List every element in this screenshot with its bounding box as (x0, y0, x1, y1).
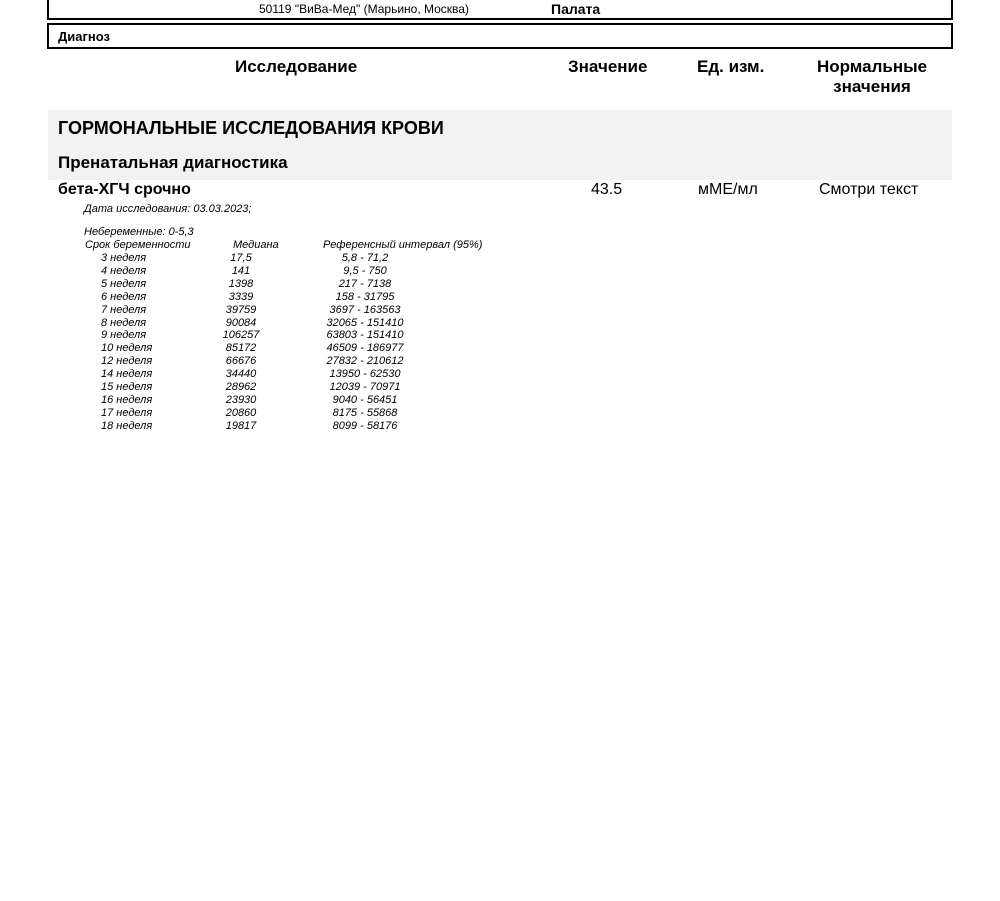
reference-table-header (0, 239, 500, 252)
table-row (0, 394, 500, 407)
column-header-unit: Ед. изм. (697, 57, 765, 76)
ref-term: 5 неделя (101, 277, 147, 290)
ref-interval: 13950 - 62530 (329, 368, 401, 381)
ref-median: 3339 (228, 290, 254, 303)
non-pregnant-reference: Небеременные: 0-5,3 (84, 226, 194, 238)
section-band (48, 110, 952, 180)
ref-median: 34440 (225, 368, 257, 381)
result-value: 43.5 (591, 181, 623, 198)
ref-header-term: Срок беременности (85, 239, 191, 251)
ref-term: 15 неделя (101, 381, 153, 393)
ref-interval: 9,5 - 750 (343, 264, 387, 277)
ref-interval: 158 - 31795 (335, 290, 395, 303)
column-header-value: Значение (568, 57, 648, 76)
ref-term: 7 неделя (101, 303, 147, 316)
ref-term: 8 неделя (101, 316, 147, 329)
ref-term: 16 неделя (101, 393, 153, 406)
ref-interval: 27832 - 210612 (326, 355, 404, 368)
table-row (0, 317, 500, 330)
ref-term: 9 неделя (101, 329, 147, 342)
table-row (0, 278, 500, 291)
ref-term: 12 неделя (101, 355, 153, 368)
ref-median: 1398 (228, 277, 254, 290)
table-row (0, 355, 500, 368)
ref-median: 23930 (225, 393, 257, 406)
ref-median: 85172 (225, 342, 257, 355)
ref-median: 90084 (225, 316, 257, 329)
ref-median: 39759 (225, 303, 257, 316)
section-title: ГОРМОНАЛЬНЫЕ ИССЛЕДОВАНИЯ КРОВИ (58, 118, 444, 138)
ref-interval: 217 - 7138 (338, 277, 392, 290)
ref-median: 17,5 (230, 252, 252, 264)
ref-interval: 5,8 - 71,2 (341, 252, 389, 264)
table-row (0, 420, 500, 433)
ref-median: 106257 (222, 329, 260, 342)
ref-header-median: Медиана (233, 239, 279, 251)
table-row (0, 407, 500, 420)
diagnosis-box (47, 23, 953, 49)
table-row (0, 381, 500, 394)
table-row (0, 291, 500, 304)
table-row (0, 304, 500, 317)
ref-interval: 8175 - 55868 (332, 406, 398, 419)
ref-interval: 3697 - 163563 (329, 303, 401, 316)
table-row (0, 329, 500, 342)
ref-interval: 63803 - 151410 (326, 329, 404, 342)
diagnosis-label: Диагноз (58, 29, 110, 44)
ref-header-interval: Референсный интервал (95%) (323, 239, 483, 251)
column-header-normal-line2: значения (833, 77, 911, 96)
result-normal: Смотри текст (819, 181, 919, 198)
reference-table (0, 239, 520, 439)
column-header-normal (802, 57, 942, 97)
ref-term: 14 неделя (101, 368, 153, 381)
column-header-test: Исследование (235, 57, 358, 76)
section-subtitle: Пренатальная диагностика (58, 153, 288, 172)
ref-interval: 8099 - 58176 (332, 419, 398, 432)
column-header-normal-line1: Нормальные (816, 57, 928, 76)
ref-term: 3 неделя (101, 252, 147, 264)
ref-term: 4 неделя (101, 264, 147, 277)
ref-interval: 46509 - 186977 (326, 342, 404, 355)
department-text: 50119 "ВиВа-Мед" (Марьино, Москва) (259, 2, 469, 16)
ref-median: 28962 (225, 381, 257, 393)
ref-median: 20860 (225, 406, 257, 419)
ref-interval: 9040 - 56451 (332, 393, 398, 406)
table-row (0, 252, 500, 265)
test-name: бета-ХГЧ срочно (58, 181, 191, 198)
ref-term: 10 неделя (101, 342, 153, 355)
ref-median: 66676 (225, 355, 257, 368)
ref-median: 141 (231, 264, 251, 277)
result-unit: мМЕ/мл (698, 181, 758, 198)
ref-median: 19817 (225, 419, 257, 432)
ref-term: 6 неделя (101, 290, 147, 303)
ref-term: 18 неделя (101, 419, 153, 432)
table-row (0, 368, 500, 381)
ref-interval: 12039 - 70971 (329, 381, 401, 393)
table-row (0, 342, 500, 355)
table-row (0, 265, 500, 278)
ward-label: Палата (551, 1, 601, 17)
ref-interval: 32065 - 151410 (326, 316, 404, 329)
study-date: Дата исследования: 03.03.2023; (84, 203, 252, 215)
ref-term: 17 неделя (101, 406, 153, 419)
header-info-box (47, 0, 953, 20)
